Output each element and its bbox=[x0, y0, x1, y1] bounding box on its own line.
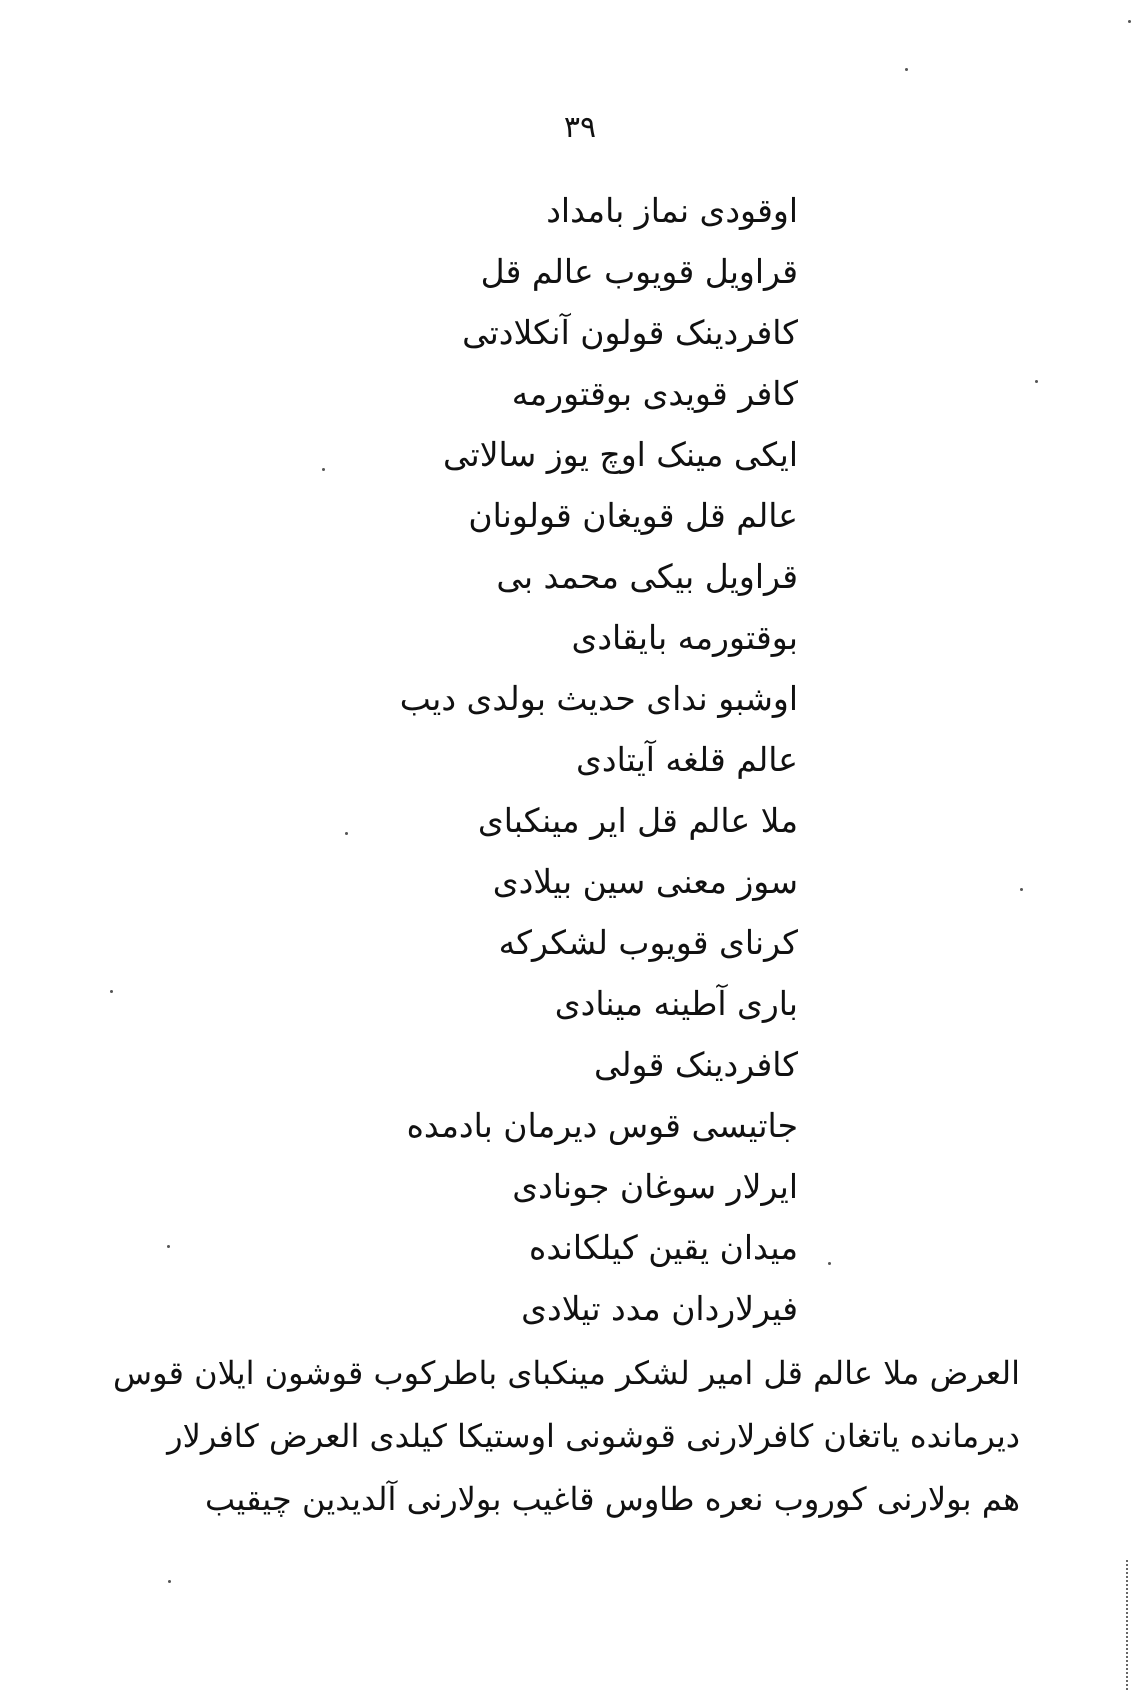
verse-line: اوشبو ندای حدیث بولدی دیب bbox=[399, 679, 798, 718]
scan-speck bbox=[110, 990, 113, 993]
prose-line: العرض ملا عالم قل امیر لشکر مینکبای باطرکوب قوشون ایلان قوس bbox=[113, 1354, 1020, 1392]
verse-line: کافردینک قولون آنکلادتی bbox=[462, 313, 798, 352]
verse-line: قراویل بیکی محمد بی bbox=[496, 557, 798, 596]
scan-speck bbox=[345, 832, 348, 835]
verse-line: عالم قلغه آیتادی bbox=[576, 740, 798, 779]
verse-line: کافر قویدی بوقتورمه bbox=[511, 374, 798, 413]
verse-line: عالم قل قویغان قولونان bbox=[468, 496, 798, 535]
verse-line: بوقتورمه بایقادی bbox=[571, 618, 798, 657]
verse-line: کرنای قویوب لشکرکه bbox=[498, 923, 798, 962]
verse-line: کافردینک قولی bbox=[594, 1045, 798, 1084]
verse-line: سوز معنی سین بیلادی bbox=[492, 862, 798, 901]
verse-line: فیرلاردان مدد تیلادی bbox=[521, 1289, 798, 1328]
scan-speck bbox=[828, 1262, 831, 1265]
verse-line: ایرلار سوغان جونادی bbox=[512, 1167, 798, 1206]
scan-speck bbox=[905, 68, 908, 71]
verse-line: قراویل قویوب عالم قل bbox=[480, 252, 798, 291]
scan-speck bbox=[322, 468, 325, 471]
verse-line: ملا عالم قل ایر مینکبای bbox=[477, 801, 798, 840]
scan-speck bbox=[1035, 380, 1038, 383]
scan-speck bbox=[1020, 888, 1023, 891]
prose-paragraph bbox=[113, 1342, 1020, 1531]
verse-line: اوقودی نماز بامداد bbox=[546, 191, 798, 230]
verse-line: ایکی مینک اوچ یوز سالاتی bbox=[443, 435, 798, 474]
verse-line: جاتیسی قوس دیرمان بادمده bbox=[406, 1106, 798, 1145]
scan-speck bbox=[167, 1245, 170, 1248]
verse-line: باری آطینه مینادی bbox=[554, 984, 798, 1023]
margin-rule bbox=[1124, 1560, 1128, 1690]
page-number: ۳۹ bbox=[563, 110, 597, 145]
prose-line: دیرمانده یاتغان کافرلارنی قوشونی اوستیکا کیلدی العرض کافرلار bbox=[167, 1417, 1020, 1455]
verse-line: میدان یقین کیلکانده bbox=[529, 1228, 798, 1267]
scan-speck bbox=[1128, 20, 1131, 23]
prose-line: هم بولارنی کوروب نعره طاوس قاغیب بولارنی آلدیدین چیقیب bbox=[205, 1480, 1020, 1518]
verse-list bbox=[338, 180, 798, 1339]
scan-speck bbox=[168, 1580, 171, 1583]
